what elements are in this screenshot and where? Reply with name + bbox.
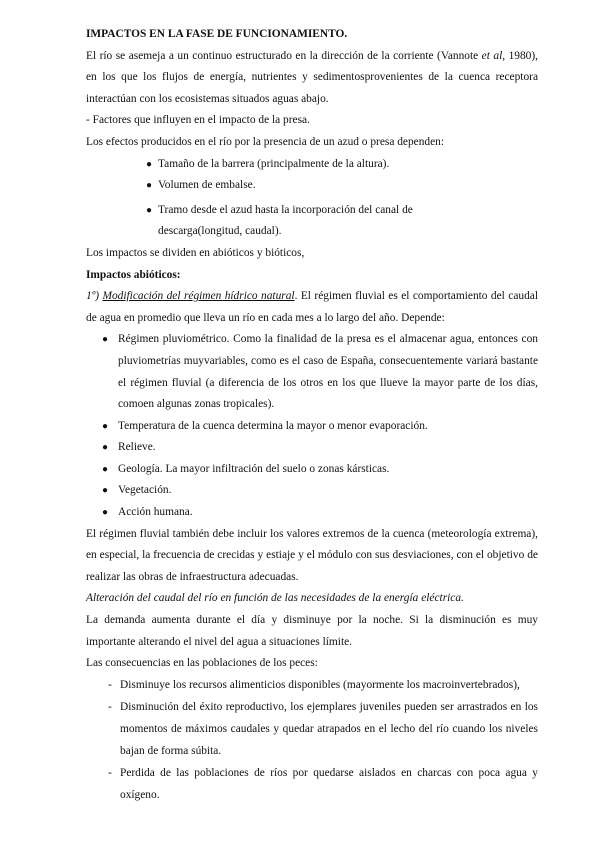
list-item [108, 696, 538, 762]
bullet-dash: - [108, 701, 112, 714]
intro-paragraph [86, 46, 538, 111]
list-item-text: Temperatura de la cuenca determina la mayor o menor evaporación. [118, 419, 428, 432]
bullet-dot: ● [102, 334, 109, 346]
list-item-text: Relieve. [118, 441, 156, 454]
demand-paragraph: La demanda aumenta durante el día y disminuye por la noche. Si la disminución es muy importante alterando el nivel del agua a situaciones límite. [86, 614, 538, 648]
bullet-dot: ● [102, 442, 109, 454]
mod-number: 1º) [86, 290, 103, 303]
consequences-list [108, 675, 538, 807]
dam-factors-list [146, 154, 466, 243]
list-item [108, 675, 538, 697]
list-item-text: Vegetación. [118, 484, 172, 497]
list-item-text: Régimen pluviométrico. Como la finalidad de la presa es el almacenar agua, entonces con pluviometrías muyvariables, como es el caso de España, consecuentemente variará bastante el régimen fluvial (a diferencia de los otros en los que llueve la mayor parte de los días, comoen algunas zonas tropicales). [118, 333, 538, 411]
list-item [102, 437, 538, 459]
effects-line: Los efectos producidos en el río por la presencia de un azud o presa dependen: [86, 135, 445, 148]
consequences-intro: Las consecuencias en las poblaciones de los peces: [86, 657, 318, 670]
list-item-text: Disminuye los recursos alimenticios disponibles (mayormente los macroinvertebrados), [120, 678, 520, 691]
list-item-text: Tamaño de la barrera (principalmente de la altura). [158, 157, 390, 170]
list-item [146, 154, 466, 176]
list-item-text: Volumen de embalse. [158, 179, 256, 192]
list-item [102, 502, 538, 524]
intro-et-al: et al, [481, 49, 506, 62]
list-item [102, 480, 538, 502]
list-item-text: Disminución del éxito reproductivo, los ejemplares juveniles pueden ser arrastrados en los momentos de máximos caudales y quedar atrapados en el lecho del río cuando los niveles bajan de forma súbita. [120, 701, 538, 757]
bullet-dash: - [108, 767, 112, 780]
factors-line: - Factores que influyen en el impacto de la presa. [86, 114, 310, 127]
bullet-dot: ● [146, 204, 153, 216]
document-page [86, 24, 538, 806]
section-heading: IMPACTOS EN LA FASE DE FUNCIONAMIENTO. [86, 28, 348, 40]
list-item-text: Geología. La mayor infiltración del suelo o zonas kársticas. [118, 462, 390, 475]
list-item-text: Perdida de las poblaciones de ríos por quedarse aislados en charcas con poca agua y oxígeno. [120, 767, 538, 801]
regime-factors-list [102, 329, 538, 523]
list-item [146, 175, 466, 197]
bullet-dot: ● [146, 180, 153, 192]
bullet-dash: - [108, 678, 112, 691]
bullet-dot: ● [102, 507, 109, 519]
alteration-title: Alteración del caudal del río en función de las necesidades de la energía eléctrica. [86, 592, 464, 605]
list-item [102, 459, 538, 481]
list-item [146, 197, 466, 243]
list-item-text: Tramo desde el azud hasta la incorporación del canal de descarga(longitud, caudal). [158, 203, 413, 238]
abiotic-title: Impactos abióticos: [86, 268, 181, 281]
bullet-dot: ● [102, 485, 109, 497]
mod-title: Modificación del régimen hídrico natural [102, 290, 295, 303]
bullet-dot: ● [102, 463, 109, 475]
mod-text: . El régimen fluvial es el comportamiento del caudal de agua en promedio que lleva un río en cada mes a lo largo del año. Depende: [86, 290, 538, 324]
list-item-text: Acción humana. [118, 506, 193, 519]
intro-text-b: 1980), en los que los flujos de energía, nutrientes y sedimentosprovenientes de la cuenca receptora interactúan con los ecosistemas situados aguas abajo. [86, 49, 538, 105]
bullet-dot: ● [102, 420, 109, 432]
modification-paragraph [86, 286, 538, 329]
list-item [108, 762, 538, 806]
intro-text-a: El río se asemeja a un continuo estructurado en la dirección de la corriente (Vannote [86, 49, 482, 62]
list-item [102, 416, 538, 438]
regime-extremes-paragraph: El régimen fluvial también debe incluir los valores extremos de la cuenca (meteorología extrema), en especial, la frecuencia de crecidas y estiaje y el módulo con sus desviaciones, con el objetivo de realizar las obras de infraestructura adecuadas. [86, 527, 538, 583]
list-item [102, 329, 538, 415]
bullet-dot: ● [146, 158, 153, 170]
impacts-division: Los impactos se dividen en abióticos y bióticos, [86, 246, 305, 259]
